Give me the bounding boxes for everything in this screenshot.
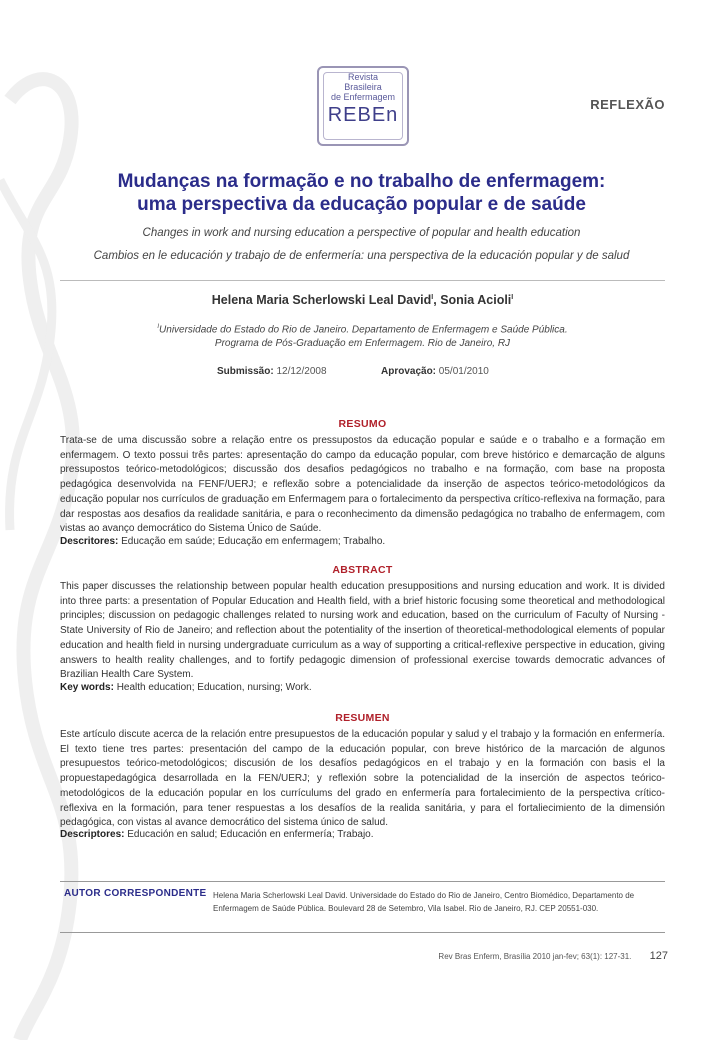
abstract-keywords-label: Key words:	[60, 682, 114, 693]
resumo-text: Trata-se de uma discussão sobre a relação entre os pressupostos da educação popular e saúde e o trabalho e a formação em enfermagem. O texto possui três partes: apresentação do campo da educação popular, com breve histórico e demarcação de alguns pressupostos teórico-metodológicos; discussão dos desafios pedagógicos no trabalho e na formação, com base na proposta pedagógica desenvolvida na FENF/UERJ; e reflexão sobre a potencialidade da inserção de aspectos teórico-metodológicos da educação popular nos currículos de graduação em Enfermagem para o fortalecimento da perspectiva crítico-reflexiva na formação, para dar respostas aos desafios da realidade sanitária, e para o reconhecimento da dimensão pedagógica no trabalho de enfermagem, com vistas ao avanço democrático do Sistema Único de Saúde.	[60, 435, 665, 535]
article-title	[60, 170, 663, 216]
author-2: Sonia Acioli	[440, 293, 512, 307]
authors	[60, 293, 665, 307]
logo-line-2: Brasileira	[344, 82, 382, 92]
header-divider	[60, 280, 665, 281]
section-tag: REFLEXÃO	[590, 97, 665, 112]
resumen-text: Este artículo discute acerca de la relación entre presupuestos de la educación popular y salud y el trabajo y la formación en enfermería. El texto tiene tres partes: presentación del campo de la educación popular, con breve histórico de la marcación de algunos presupuestos teórico-metodológicos; discusión de los desafíos pedagógicos en el trabajo y en la formación con basis el la propuestapedagógica desarrollada en la FEN/UERJ; y reflexión sobre la potencialidad de la inserción de aspectos teórico-metodológicos de la educación popular en los currículums del grado en enfermería para fortalecimiento de la perspectiva crítico-reflexiva en la formación, para tener respuestas a los desafíos de la realida sanitária, y para el fortaliecimiento de la dimensión pedagógica, con vistas al avance democrático del sistema único de salud.	[60, 729, 665, 829]
submission-date	[217, 366, 327, 377]
resumo-keywords-label: Descritores:	[60, 536, 119, 547]
title-line-1: Mudanças na formação e no trabalho de enfermagem:	[117, 171, 606, 192]
resumen-keywords	[60, 829, 665, 840]
author-separator: ,	[433, 293, 441, 307]
submission-value: 12/12/2008	[276, 366, 327, 377]
title-spanish: Cambios en le educación y trabajo de de enfermería: una perspectiva de la educación popular y de salud	[93, 250, 630, 262]
resumo-keywords-value: Educação em saúde; Educação em enfermagem; Trabalho.	[121, 536, 386, 547]
title-english: Changes in work and nursing education a perspective of popular and health education	[142, 227, 581, 239]
resumo-heading: RESUMO	[338, 418, 387, 430]
submission-label: Submissão:	[217, 366, 274, 377]
page-number: 127	[649, 950, 668, 962]
approval-label: Aprovação:	[381, 366, 437, 377]
title-line-2: uma perspectiva da educação popular e de saúde	[137, 194, 586, 215]
logo-frame	[323, 72, 403, 140]
abstract-text: This paper discusses the relationship between popular health education presuppositions and nursing education and work. It is divided into three parts: a presentation of Popular Education and Health field, with a brief historic focusing some theoretical and methodological principles; discussion on pedagogic challenges related to nursing work and education, based on the curriculum of Faculty of Nursing - State University of Rio de Janeiro; and reflection about the potentiality of the insertion of theoretical-methodological elements of popular education and health field in nursing undergraduate curriculum as a way of supporting a critical-reflexive perspective in education, giving answers to health reality challenges, and to fortify pedagogic dimension of professional exercise towards democratic advances of Brazilian Health Care System.	[60, 581, 665, 681]
resumen-heading: RESUMEN	[335, 712, 390, 724]
abstract-heading: ABSTRACT	[332, 564, 393, 576]
resumen-keywords-value: Educación en salud; Educación en enfermería; Trabajo.	[127, 829, 374, 840]
footer-citation: Rev Bras Enferm, Brasília 2010 jan-fev; 63(1): 127-31.	[438, 952, 632, 961]
affiliation-line-2: Programa de Pós-Graduação em Enfermagem. Rio de Janeiro, RJ	[214, 338, 511, 350]
logo-line-1: Revista	[347, 72, 378, 82]
correspondence-text: Helena Maria Scherlowski Leal David. Universidade do Estado do Rio de Janeiro, Centro Biomédico, Departamento de Enfermagem de Saúde Pública. Boulevard 28 de Setembro, Vila Isabel. Rio de Janeiro, RJ. CEP 20551-030.	[213, 891, 635, 913]
journal-logo	[317, 66, 409, 146]
affiliation	[60, 320, 665, 351]
resumo-keywords	[60, 536, 665, 547]
abstract-keywords	[60, 682, 665, 693]
author-1: Helena Maria Scherlowski Leal David	[211, 293, 432, 307]
approval-date	[381, 366, 489, 377]
affiliation-line-1: Universidade do Estado do Rio de Janeiro. Departamento de Enfermagem e Saúde Pública.	[159, 324, 568, 336]
approval-value: 05/01/2010	[438, 366, 489, 377]
author-2-sup: I	[511, 293, 514, 301]
correspondence-label: AUTOR CORRESPONDENTE	[64, 888, 207, 899]
abstract-keywords-value: Health education; Education, nursing; Work.	[116, 682, 312, 693]
page-footer	[438, 950, 668, 962]
author-1-sup: I	[431, 293, 434, 301]
resumen-keywords-label: Descriptores:	[60, 829, 125, 840]
logo-line-3: de Enfermagem	[330, 92, 396, 102]
affiliation-sup: I	[157, 324, 160, 330]
correspondence-box	[60, 881, 665, 933]
logo-brand: REBEn	[327, 104, 399, 126]
